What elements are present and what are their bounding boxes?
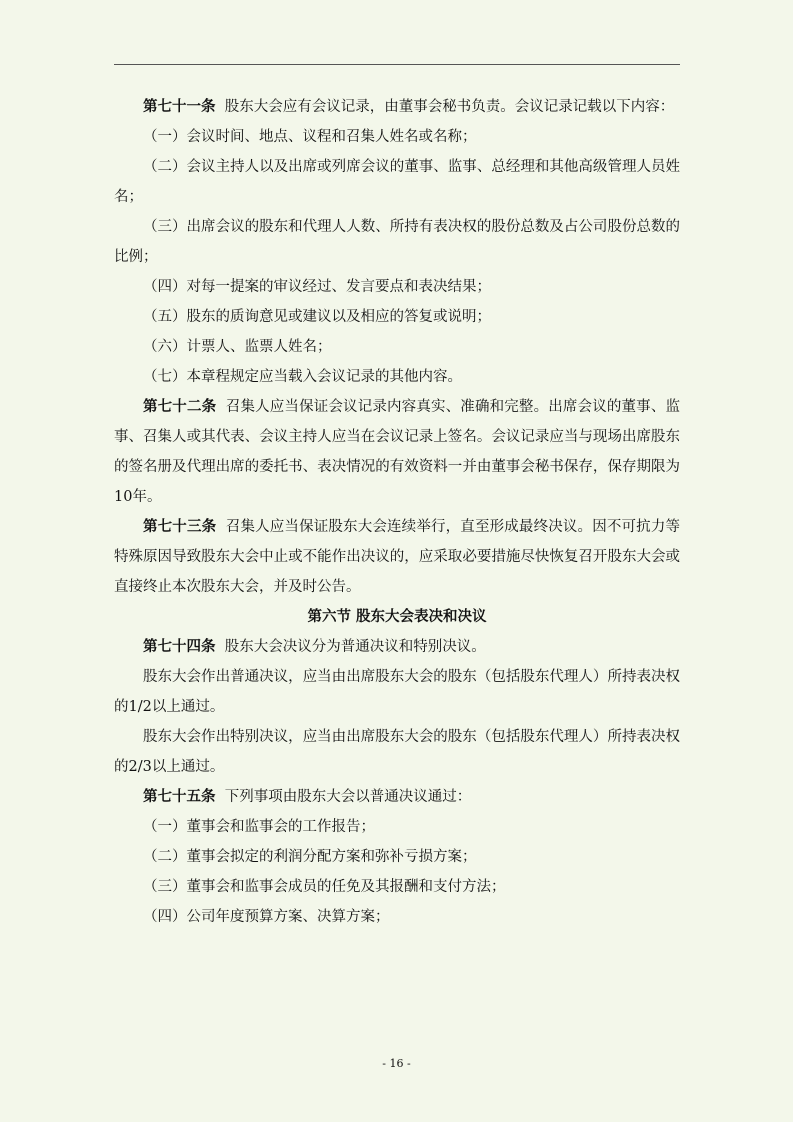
list-item: （三）董事会和监事会成员的任免及其报酬和支付方法； xyxy=(143,879,506,895)
article-72-body: 召集人应当保证会议记录内容真实、准确和完整。出席会议的董事、监事、召集人或其代表、会议主持人应当在会议记录上签名。会议记录应当与现场出席股东的签名册及代理出席的委托书、表决情况的有效资料一并由董事会秘书保存，保存期限为10年。 xyxy=(114,399,680,505)
document-body xyxy=(114,92,680,932)
list-item: （四）对每一提案的审议经过、发言要点和表决结果； xyxy=(143,279,491,295)
article-73-title: 第七十三条 xyxy=(143,518,217,535)
article-75-body: 下列事项由股东大会以普通决议通过： xyxy=(224,789,472,805)
list-item: （二）董事会拟定的利润分配方案和弥补亏损方案； xyxy=(143,849,477,865)
article-74-paragraph xyxy=(114,632,680,662)
article-71-body: 股东大会应有会议记录，由董事会秘书负责。会议记录记载以下内容： xyxy=(224,99,675,115)
page-number: - 16 - xyxy=(382,1057,411,1070)
article-75-title: 第七十五条 xyxy=(143,788,216,805)
section-heading: 第六节 股东大会表决和决议 xyxy=(307,608,487,625)
list-item: （一）会议时间、地点、议程和召集人姓名或名称； xyxy=(143,129,477,145)
article-75-paragraph xyxy=(114,782,680,812)
article-74-ordinary-resolution: 股东大会作出普通决议，应当由出席股东大会的股东（包括股东代理人）所持表决权的1/2以上通过。 xyxy=(114,669,680,715)
article-74-special-resolution: 股东大会作出特别决议，应当由出席股东大会的股东（包括股东代理人）所持表决权的2/3以上通过。 xyxy=(114,729,680,775)
list-item: （四）公司年度预算方案、决算方案； xyxy=(143,909,390,925)
article-73-body: 召集人应当保证股东大会连续举行，直至形成最终决议。因不可抗力等特殊原因导致股东大会中止或不能作出决议的，应采取必要措施尽快恢复召开股东大会或直接终止本次股东大会，并及时公告。 xyxy=(114,519,680,595)
list-item: （六）计票人、监票人姓名； xyxy=(143,339,332,355)
list-item: （七）本章程规定应当载入会议记录的其他内容。 xyxy=(143,369,462,385)
article-73-paragraph xyxy=(114,512,680,602)
list-item: （五）股东的质询意见或建议以及相应的答复或说明； xyxy=(143,309,491,325)
list-item: （一）董事会和监事会的工作报告； xyxy=(143,819,375,835)
article-74-title: 第七十四条 xyxy=(143,638,216,655)
article-72-title: 第七十二条 xyxy=(143,398,217,415)
article-71-title: 第七十一条 xyxy=(143,98,216,115)
list-item: （三）出席会议的股东和代理人人数、所持有表决权的股份总数及占公司股份总数的比例； xyxy=(114,219,680,265)
article-72-paragraph xyxy=(114,392,680,512)
article-71-paragraph xyxy=(114,92,680,122)
list-item: （二）会议主持人以及出席或列席会议的董事、监事、总经理和其他高级管理人员姓名； xyxy=(114,159,680,205)
header-rule xyxy=(114,64,680,65)
article-74-body: 股东大会决议分为普通决议和特别决议。 xyxy=(224,639,486,655)
